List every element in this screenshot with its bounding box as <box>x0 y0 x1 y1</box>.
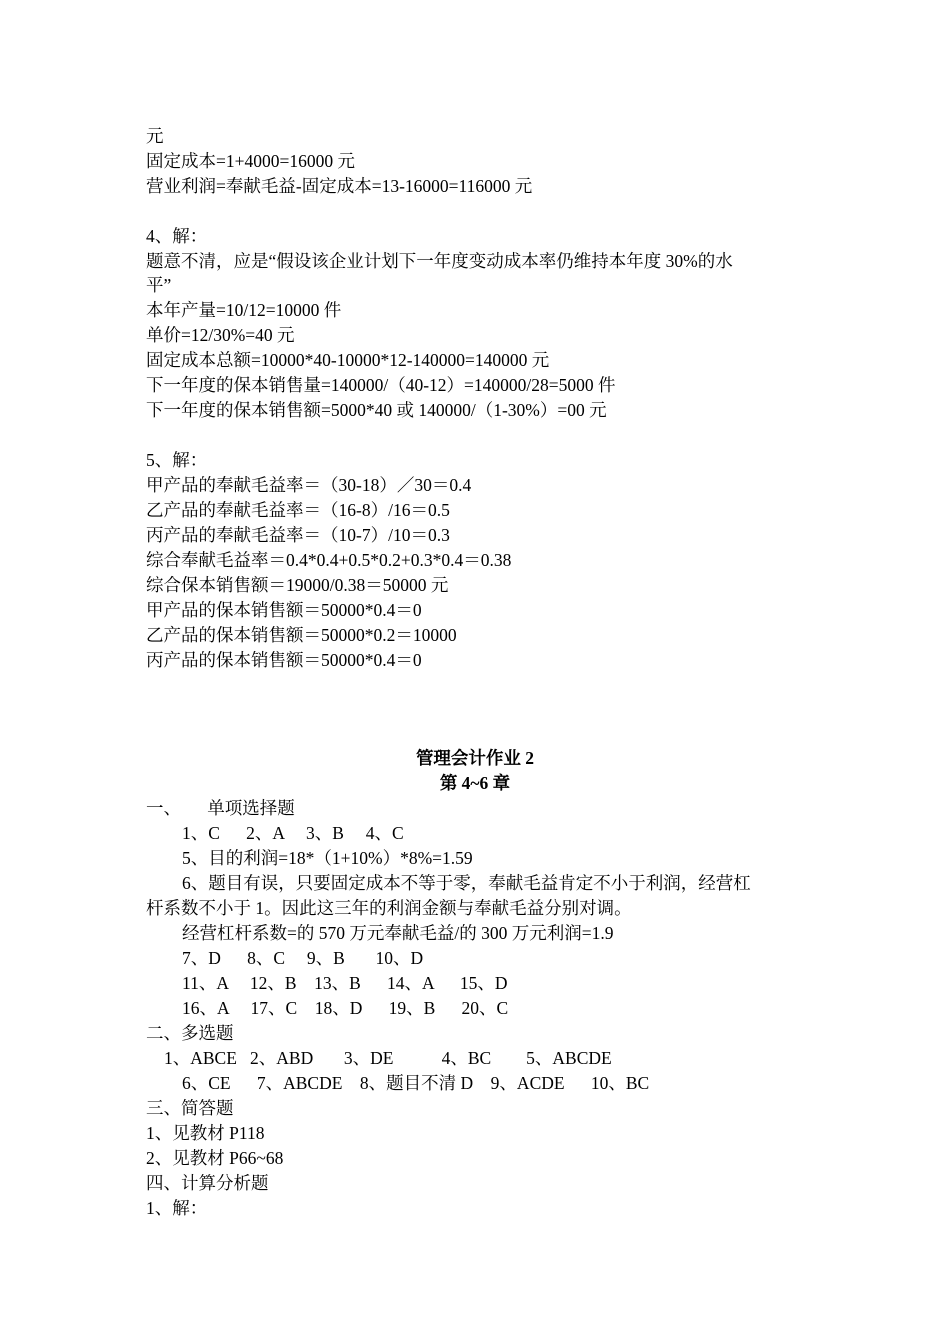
text-line: 下一年度的保本销售量=140000/（40-12）=140000/28=5000 件 <box>146 375 616 395</box>
answer-line: 5、目的利润=18*（1+10%）*8%=1.59 <box>182 848 473 868</box>
section-heading: 一、 单项选择题 <box>146 798 295 818</box>
text-line: 综合奉献毛益率＝0.4*0.4+0.5*0.2+0.3*0.4＝0.38 <box>146 550 512 570</box>
answer-line: 杆系数不小于 1。因此这三年的利润金额与奉献毛益分别对调。 <box>146 898 632 918</box>
text-line: 乙产品的保本销售额＝50000*0.2＝10000 <box>146 625 457 645</box>
section-heading: 四、计算分析题 <box>146 1173 269 1193</box>
text-line: 元 <box>146 126 164 146</box>
text-line: 丙产品的保本销售额＝50000*0.4＝0 <box>146 650 422 670</box>
text-line: 甲产品的奉献毛益率＝（30-18）／30＝0.4 <box>146 475 472 495</box>
section-heading: 二、多选题 <box>146 1023 234 1043</box>
answer-line: 6、CE 7、ABCDE 8、题目不清 D 9、ACDE 10、BC <box>182 1073 650 1093</box>
text-line: 丙产品的奉献毛益率＝（10-7）/10＝0.3 <box>146 525 450 545</box>
text-line: 本年产量=10/12=10000 件 <box>146 300 342 320</box>
text-line: 营业利润=奉献毛益-固定成本=13-16000=116000 元 <box>146 176 533 196</box>
answer-line: 11、A 12、B 13、B 14、A 15、D <box>182 973 508 993</box>
text-line: 综合保本销售额＝19000/0.38＝50000 元 <box>146 575 449 595</box>
answer-line: 7、D 8、C 9、B 10、D <box>182 948 424 968</box>
answer-line: 6、题目有误，只要固定成本不等于零，奉献毛益肯定不小于利润，经营杠 <box>182 873 751 893</box>
answer-line: 2、见教材 P66~68 <box>146 1148 284 1168</box>
answer-line: 1、C 2、A 3、B 4、C <box>182 823 404 843</box>
document-title: 管理会计作业 2 <box>415 748 535 768</box>
document-subtitle: 第 4~6 章 <box>439 773 511 793</box>
question-heading: 4、解： <box>146 226 208 246</box>
text-line: 下一年度的保本销售额=5000*40 或 140000/（1-30%）=00 元 <box>146 400 607 420</box>
answer-line: 1、见教材 P118 <box>146 1123 265 1143</box>
answer-line: 1、ABCE 2、ABD 3、DE 4、BC 5、ABCDE <box>164 1048 612 1068</box>
question-heading: 5、解： <box>146 450 208 470</box>
text-line: 题意不清，应是“假设该企业计划下一年度变动成本率仍维持本年度 30%的水 <box>146 251 733 271</box>
text-line: 平” <box>146 275 172 295</box>
section-heading: 三、简答题 <box>146 1098 234 1118</box>
text-line: 甲产品的保本销售额＝50000*0.4＝0 <box>146 600 422 620</box>
answer-line: 1、解： <box>146 1198 208 1218</box>
answer-line: 16、A 17、C 18、D 19、B 20、C <box>182 998 509 1018</box>
text-line: 单价=12/30%=40 元 <box>146 325 295 345</box>
answer-line: 经营杠杆系数=的 570 万元奉献毛益/的 300 万元利润=1.9 <box>182 923 614 943</box>
text-line: 乙产品的奉献毛益率＝（16-8）/16＝0.5 <box>146 500 450 520</box>
text-line: 固定成本总额=10000*40-10000*12-140000=140000 元 <box>146 350 550 370</box>
text-line: 固定成本=1+4000=16000 元 <box>146 151 355 171</box>
